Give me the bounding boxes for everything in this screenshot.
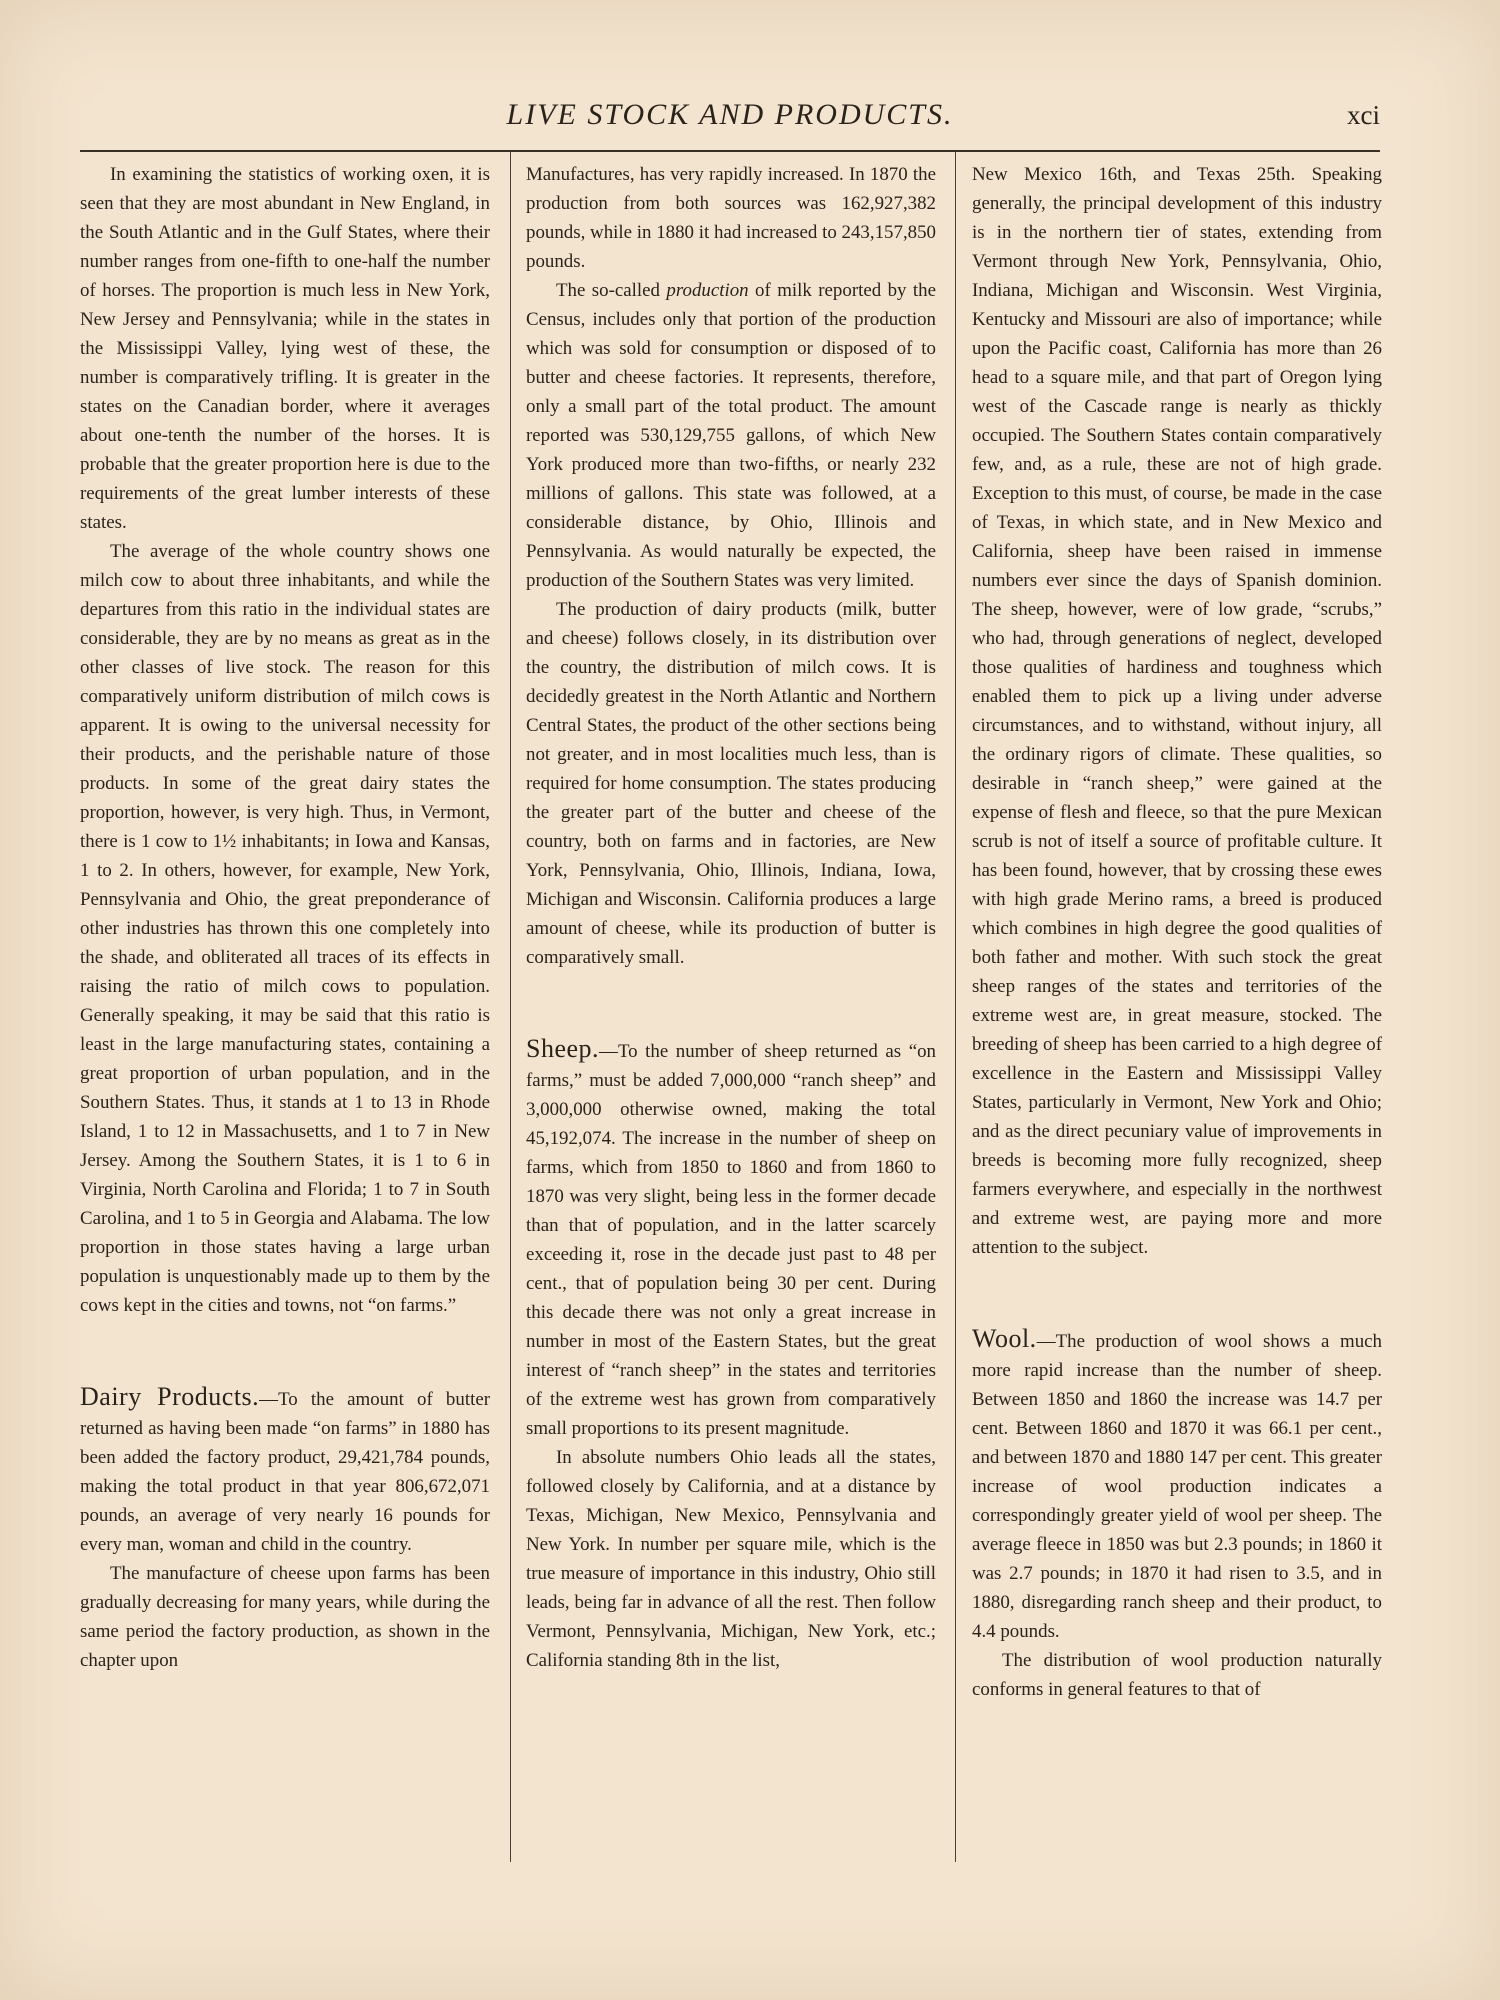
paragraph-wool-production: —The production of wool shows a much more rapid increase than the number of sheep. Between 1850 and 1860 the increase was 14.7 per cent. Between 1860 and 1870 it was 66.1 per cent., and between 1870 and 1880 147 per cent. This greater increase of wool production indicates a correspondingly greater yield of wool per sheep. The average fleece in 1850 was but 2.3 pounds; in 1860 it was 2.7 pounds; in 1870 it had risen to 3.5, and in 1880, disregarding ranch sheep and their product, to 4.4 pounds.: [972, 1331, 1382, 1642]
milk-italic-word: production: [666, 280, 749, 301]
paragraph-manufactures-continued: Manufactures, has very rapidly increased. In 1870 the production from both sources was 162,927,382 pounds, while in 1880 it had increased to 243,157,850 pounds.: [526, 164, 936, 272]
heading-wool: Wool.: [972, 1324, 1037, 1353]
paragraph-wool-distribution: The distribution of wool production naturally conforms in general features to that of: [972, 1650, 1382, 1700]
column-divider-left: [510, 152, 511, 1862]
milk-text-rest: of milk reported by the Census, includes only that portion of the production which was sold for consumption or disposed of to butter and cheese factories. It represents, therefore, only a small part of the total product. The amount reported was 530,129,755 gallons, of which New York produced more than two-fifths, or nearly 232 millions of gallons. This state was followed, at a considerable distance, by Ohio, Illinois and Pennsylvania. As would naturally be expected, the production of the Southern States was very limited.: [526, 280, 937, 591]
paragraph-working-oxen: In examining the statistics of working oxen, it is seen that they are most abundant in New England, in the South Atlantic and in the Gulf States, where their number ranges from one-fifth to one-half the number of horses. The proportion is much less in New York, New Jersey and Pennsylvania; while in the states in the Mississippi Valley, lying west of these, the number is comparatively trifling. It is greater in the states on the Canadian border, where it averages about one-tenth the number of the horses. It is probable that the greater proportion here is due to the requirements of the great lumber interests of these states.: [80, 164, 490, 533]
paragraph-milk-production: [526, 276, 936, 595]
milk-text-start: The so-called: [556, 280, 667, 301]
page-number: xci: [1347, 100, 1380, 130]
column-divider-right: [955, 152, 956, 1862]
paragraph-cheese-manufacture: The manufacture of cheese upon farms has been gradually decreasing for many years, while during the same period the factory production, as shown in the chapter upon: [80, 1563, 490, 1671]
text-column-1: [80, 160, 490, 1675]
paragraph-sheep-number: —To the number of sheep returned as “on farms,” must be added 7,000,000 “ranch sheep” and 3,000,000 otherwise owned, making the total 45,192,074. The increase in the number of sheep on farms, which from 1850 to 1860 and from 1860 to 1870 was very slight, being less in the former decade than that of population, and in the latter scarcely exceeding it, rose in the decade just past to 48 per cent., that of population being 30 per cent. During this decade there was not only a great increase in number in most of the Eastern States, but the great interest of “ranch sheep” in the states and territories of the extreme west has grown from comparatively small proportions to its present magnitude.: [526, 1041, 936, 1439]
paragraph-sheep-distribution: New Mexico 16th, and Texas 25th. Speaking generally, the principal development of this industry is in the northern tier of states, extending from Vermont through New York, Pennsylvania, Ohio, Indiana, Michigan and Wisconsin. West Virginia, Kentucky and Missouri are also of importance; while upon the Pacific coast, California has more than 26 head to a square mile, and that part of Oregon lying west of the Cascade range is nearly as thickly occupied. The Southern States contain comparatively few, and, as a rule, these are not of high grade. Exception to this must, of course, be made in the case of Texas, in which state, and in New Mexico and California, sheep have been raised in immense numbers ever since the days of Spanish dominion. The sheep, however, were of low grade, “scrubs,” who had, through generations of neglect, developed those qualities of hardiness and toughness which enabled them to pick up a living under adverse circumstances, and to withstand, without injury, all the ordinary rigors of climate. These qualities, so desirable in “ranch sheep,” were gained at the expense of flesh and fleece, so that the pure Mexican scrub is not of itself a source of profitable culture. It has been found, however, that by crossing these ewes with high grade Merino rams, a breed is produced which combines in high degree the good qualities of both father and mother. With such stock the great sheep ranges of the states and territories of the extreme west are, in great measure, stocked. The breeding of sheep has been carried to a high degree of excellence in the Eastern and Mississippi Valley States, particularly in Vermont, New York and Ohio; and as the direct pecuniary value of improvements in breeds is becoming more fully recognized, sheep farmers everywhere, and especially in the northwest and extreme west, are paying more and more attention to the subject.: [972, 164, 1382, 1258]
paragraph-sheep-ranking: In absolute numbers Ohio leads all the states, followed closely by California, and at a distance by Texas, Michigan, New Mexico, Pennsylvania and New York. In number per square mile, which is the true measure of importance in this industry, Ohio still leads, being far in advance of all the rest. Then follow Vermont, Pennsylvania, Michigan, New York, etc.; California standing 8th in the list,: [526, 1447, 936, 1671]
section-dairy-products: [80, 1382, 490, 1559]
text-column-3: [972, 160, 1382, 1704]
page-header: [80, 98, 1380, 138]
section-wool: [972, 1324, 1382, 1646]
section-sheep: [526, 1034, 936, 1443]
paragraph-dairy-distribution: The production of dairy products (milk, butter and cheese) follows closely, in its distribution over the country, the distribution of milch cows. It is decidedly greatest in the North Atlantic and Northern Central States, the product of the other sections being not greater, and in most localities much less, than is required for home consumption. The states producing the greater part of the butter and cheese of the country, both on farms and in factories, are New York, Pennsylvania, Ohio, Illinois, Indiana, Iowa, Michigan and Wisconsin. California produces a large amount of cheese, while its production of butter is comparatively small.: [526, 599, 936, 968]
heading-sheep: Sheep.: [526, 1034, 600, 1063]
paragraph-dairy-butter: —To the amount of butter returned as having been made “on farms” in 1880 has been added the factory product, 29,421,784 pounds, making the total product in that year 806,672,071 pounds, an average of very nearly 16 pounds for every man, woman and child in the country.: [80, 1389, 490, 1555]
header-rule: [80, 150, 1380, 152]
heading-dairy-products: Dairy Products.: [80, 1382, 260, 1411]
paragraph-milch-cows: The average of the whole country shows one milch cow to about three inhabitants, and while the departures from this ratio in the individual states are considerable, they are by no means as great as in the other classes of live stock. The reason for this comparatively uniform distribution of milch cows is apparent. It is owing to the universal necessity for their products, and the perishable nature of those products. In some of the great dairy states the proportion, however, is very high. Thus, in Vermont, there is 1 cow to 1½ inhabitants; in Iowa and Kansas, 1 to 2. In others, however, for example, New York, Pennsylvania and Ohio, the great preponderance of other industries has thrown this one completely into the shade, and obliterated all traces of its effects in raising the ratio of milch cows to population. Generally speaking, it may be said that this ratio is least in the large manufacturing states, containing a great proportion of urban population, and in the Southern States. Thus, it stands at 1 to 13 in Rhode Island, 1 to 12 in Massachusetts, and 1 to 7 in New Jersey. Among the Southern States, it is 1 to 6 in Virginia, North Carolina and Florida; 1 to 7 in South Carolina, and 1 to 5 in Georgia and Alabama. The low proportion in those states having a large urban population is unquestionably made up to them by the cows kept in the cities and towns, not “on farms.”: [80, 541, 490, 1316]
running-title: LIVE STOCK AND PRODUCTS.: [506, 98, 954, 131]
text-column-2: [526, 160, 936, 1675]
